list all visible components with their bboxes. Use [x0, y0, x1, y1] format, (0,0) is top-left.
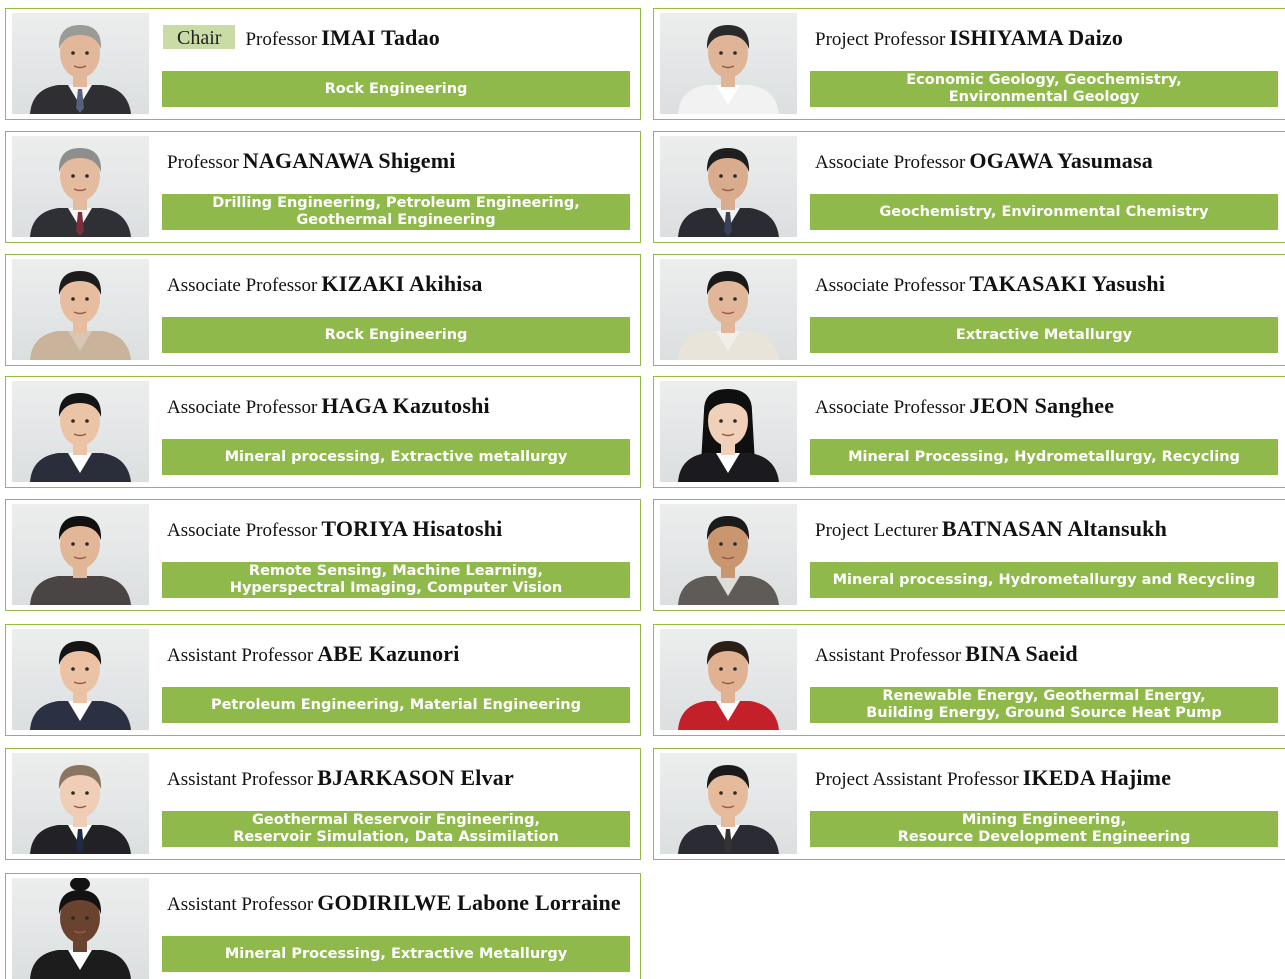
staff-photo — [12, 136, 149, 237]
research-field-bar: Mineral Processing, Hydrometallurgy, Recycling — [810, 439, 1278, 475]
staff-title-line — [167, 890, 632, 916]
staff-photo — [12, 381, 149, 482]
staff-photo — [12, 878, 149, 979]
staff-name: NAGANAWA Shigemi — [242, 148, 456, 173]
research-field-bar: Mineral processing, Extractive metallurgy — [162, 439, 630, 475]
staff-rank: Associate Professor — [815, 275, 966, 296]
staff-title-line — [167, 271, 632, 297]
research-field-bar: Remote Sensing, Machine Learning, Hyperspectral Imaging, Computer Vision — [162, 562, 630, 598]
staff-photo — [660, 381, 797, 482]
staff-name: BINA Saeid — [965, 641, 1078, 666]
research-field-bar: Extractive Metallurgy — [810, 317, 1278, 353]
staff-title-line — [815, 25, 1280, 51]
staff-rank: Project Assistant Professor — [815, 769, 1019, 790]
staff-photo — [660, 13, 797, 114]
research-field-bar: Mineral Processing, Extractive Metallurgy — [162, 936, 630, 972]
staff-card — [653, 499, 1285, 611]
staff-rank: Professor — [245, 29, 318, 50]
staff-rank: Assistant Professor — [167, 894, 314, 915]
staff-card — [5, 8, 641, 120]
staff-card — [5, 131, 641, 243]
staff-rank: Project Professor — [815, 29, 946, 50]
staff-name: IMAI Tadao — [321, 25, 440, 50]
staff-name: ABE Kazunori — [317, 641, 460, 666]
staff-photo — [12, 753, 149, 854]
staff-rank: Associate Professor — [167, 520, 318, 541]
staff-name: GODIRILWE Labone Lorraine — [317, 890, 621, 915]
staff-photo — [12, 13, 149, 114]
research-field-bar: Mineral processing, Hydrometallurgy and Recycling — [810, 562, 1278, 598]
research-field-bar: Rock Engineering — [162, 317, 630, 353]
research-field-bar: Geothermal Reservoir Engineering, Reservoir Simulation, Data Assimilation — [162, 811, 630, 847]
staff-card — [653, 131, 1285, 243]
staff-photo — [660, 629, 797, 730]
staff-title-line — [167, 516, 632, 542]
staff-rank: Associate Professor — [815, 397, 966, 418]
staff-title-line — [815, 765, 1280, 791]
staff-card — [5, 624, 641, 736]
staff-name: TAKASAKI Yasushi — [969, 271, 1166, 296]
research-field-bar: Drilling Engineering, Petroleum Engineering, Geothermal Engineering — [162, 194, 630, 230]
staff-title-line — [815, 393, 1280, 419]
research-field-bar: Economic Geology, Geochemistry, Environmental Geology — [810, 71, 1278, 107]
staff-photo — [660, 753, 797, 854]
staff-card — [5, 873, 641, 979]
staff-photo — [660, 259, 797, 360]
staff-title-line — [167, 148, 632, 174]
staff-rank: Assistant Professor — [167, 645, 314, 666]
staff-photo — [12, 504, 149, 605]
research-field-bar: Mining Engineering, Resource Development Engineering — [810, 811, 1278, 847]
chair-badge: Chair — [163, 25, 235, 49]
staff-title-line — [167, 641, 632, 667]
staff-card — [5, 748, 641, 860]
staff-name: ISHIYAMA Daizo — [949, 25, 1124, 50]
staff-title-line — [167, 765, 632, 791]
staff-photo — [12, 629, 149, 730]
staff-photo — [660, 504, 797, 605]
staff-rank: Associate Professor — [167, 275, 318, 296]
staff-title-line — [815, 516, 1280, 542]
staff-name: BJARKASON Elvar — [317, 765, 514, 790]
staff-photo — [660, 136, 797, 237]
research-field-bar: Petroleum Engineering, Material Engineering — [162, 687, 630, 723]
staff-card — [653, 624, 1285, 736]
staff-name: HAGA Kazutoshi — [321, 393, 490, 418]
staff-name: OGAWA Yasumasa — [969, 148, 1153, 173]
research-field-bar: Rock Engineering — [162, 71, 630, 107]
staff-title-line — [815, 271, 1280, 297]
staff-card — [653, 8, 1285, 120]
research-field-bar: Renewable Energy, Geothermal Energy, Building Energy, Ground Source Heat Pump — [810, 687, 1278, 723]
staff-photo — [12, 259, 149, 360]
staff-rank: Assistant Professor — [815, 645, 962, 666]
staff-rank: Associate Professor — [167, 397, 318, 418]
staff-name: TORIYA Hisatoshi — [321, 516, 503, 541]
staff-card — [5, 376, 641, 488]
staff-name: BATNASAN Altansukh — [941, 516, 1168, 541]
staff-title-line — [815, 641, 1280, 667]
staff-title-line — [167, 393, 632, 419]
staff-card — [5, 254, 641, 366]
staff-title-line — [163, 25, 632, 51]
staff-name: KIZAKI Akihisa — [321, 271, 483, 296]
staff-rank: Assistant Professor — [167, 769, 314, 790]
staff-name: IKEDA Hajime — [1022, 765, 1172, 790]
staff-name: JEON Sanghee — [969, 393, 1115, 418]
staff-rank: Project Lecturer — [815, 520, 938, 541]
staff-rank: Associate Professor — [815, 152, 966, 173]
staff-rank: Professor — [167, 152, 239, 173]
staff-card — [653, 748, 1285, 860]
research-field-bar: Geochemistry, Environmental Chemistry — [810, 194, 1278, 230]
staff-card — [653, 254, 1285, 366]
staff-title-line — [815, 148, 1280, 174]
staff-card — [5, 499, 641, 611]
staff-card — [653, 376, 1285, 488]
